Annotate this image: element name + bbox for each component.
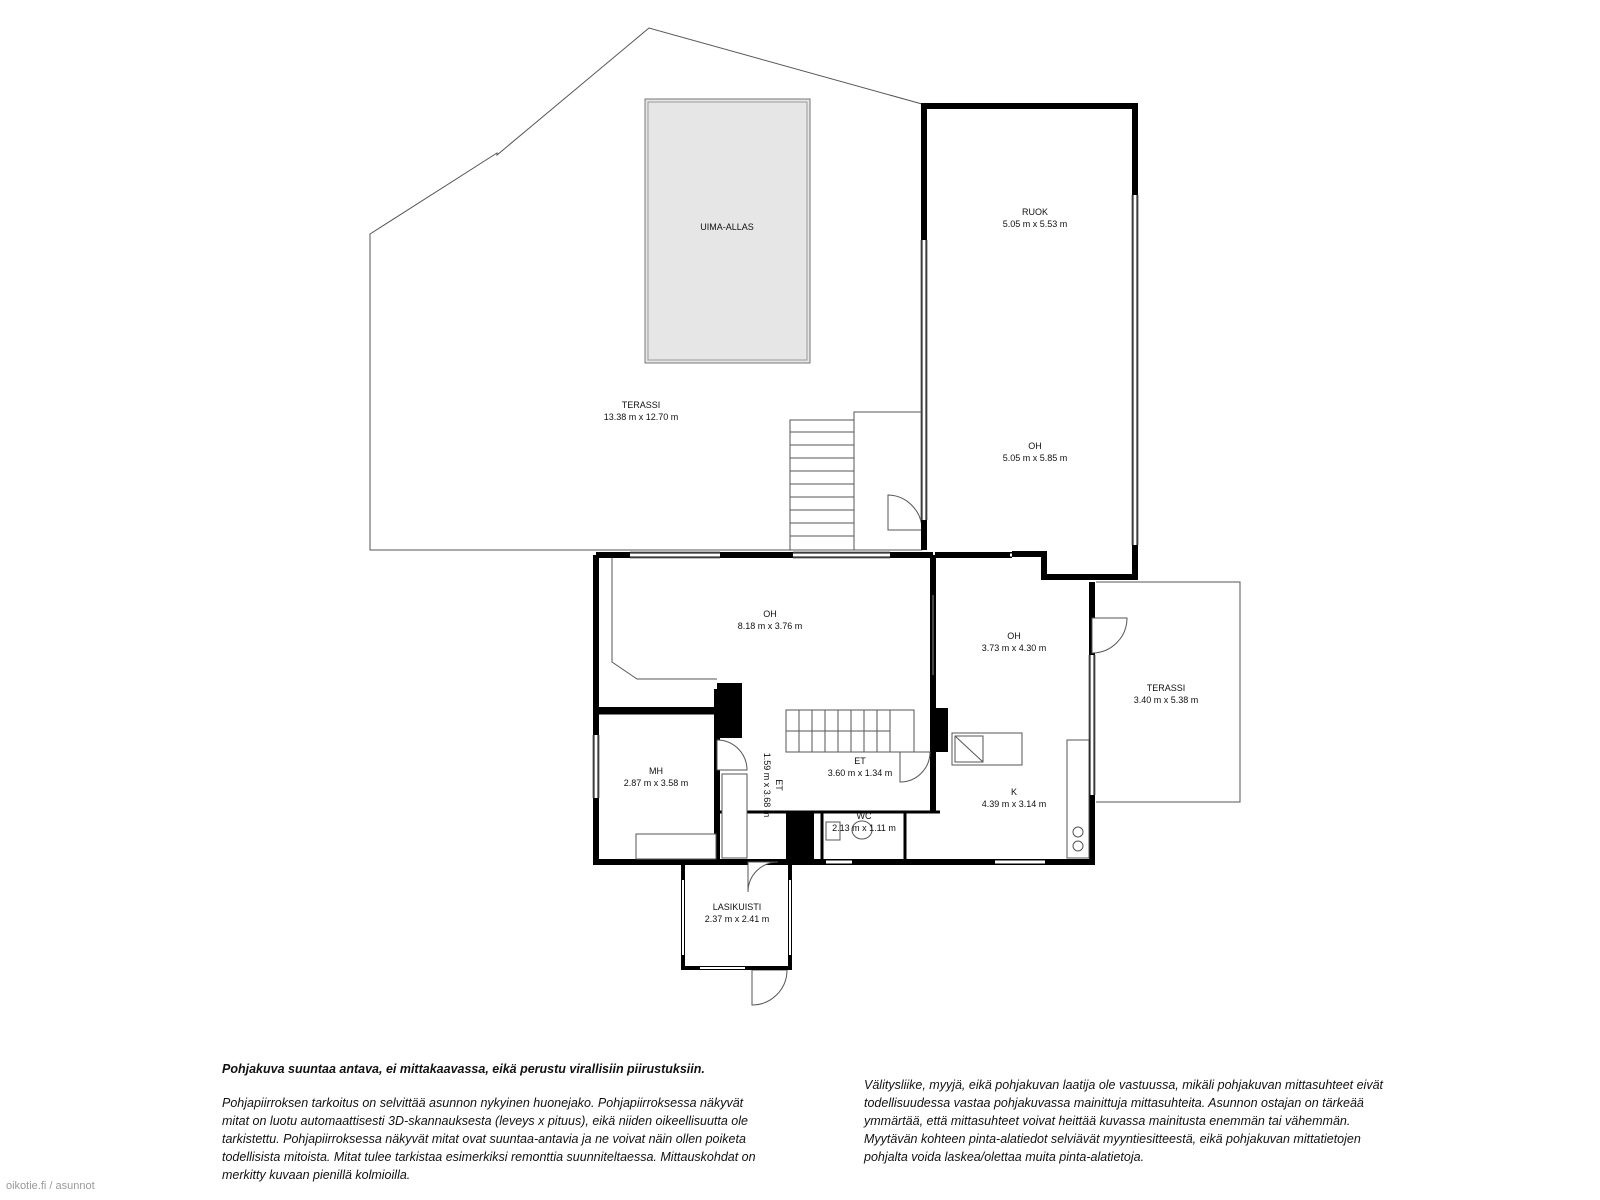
disclaimer-left: Pohjapiirroksen tarkoitus on selvittää asunnon nykyinen huonejako. Pohjapiirroksessa näkyvät mitat on luotu automaattisesti 3D-skannauksesta (leveys x pituus), eikä niiden oikeellisuutta ole tarkistettu. Pohjapiirroksessa näkyvät mitat ovat suuntaa-antavia ja ne voivat näin ollen poiketa todellisista mitoista. Mitat tulee tarkistaa esimerkiksi remonttia suunniteltaessa. Mittauskohdat on merkitty kuvaan pienillä kolmioilla. [222,1096,756,1182]
room-size: 3.60 m x 1.34 m [827,768,893,778]
room-size: 5.05 m x 5.85 m [1002,453,1068,463]
room-name: OH [1028,441,1042,451]
room-name: OH [1007,631,1021,641]
room-size: 3.40 m x 5.38 m [1133,695,1199,705]
room-label-oh3 [982,631,1047,653]
upper-block-window-frames [921,195,1138,545]
room-name: ET [774,779,784,791]
room-name: MH [649,766,663,776]
room-label-et2 [762,753,784,818]
room-label-oh1 [1003,441,1068,463]
room-name: ET [854,756,866,766]
indoor-stairs [786,710,914,752]
room-label-terassi1 [604,400,679,422]
terrace-door [888,495,922,530]
kitchen-counters [952,733,1089,858]
room-label-oh2 [738,609,803,631]
room-size: 2.13 m x 1.11 m [832,823,896,833]
main-walls [596,555,1092,862]
room-label-k [982,787,1047,809]
room-label-terassi2 [1134,683,1199,705]
room-name: K [1010,787,1018,797]
room-name: WC [856,811,872,821]
room-size: 13.38 m x 12.70 m [603,412,679,422]
room-name: LASIKUISTI [712,902,762,912]
room-name: TERASSI [621,400,661,410]
room-name: OH [763,609,777,619]
room-size: 4.39 m x 3.14 m [981,799,1047,809]
room-label-uima [700,222,754,232]
room-label-ruok [1003,207,1068,229]
watermark: oikotie.fi / asunnot [6,1180,95,1192]
room-size: 2.37 m x 2.41 m [704,914,770,924]
room-label-mh [624,766,689,788]
room-name: UIMA-ALLAS [700,222,754,232]
room-size: 5.05 m x 5.53 m [1002,219,1068,229]
room-name: RUOK [1021,207,1049,217]
room-size: 8.18 m x 3.76 m [737,621,803,631]
room-size: 3.73 m x 4.30 m [981,643,1047,653]
upper-block-walls [924,106,1135,577]
room-label-lasikuisti [705,902,770,924]
disclaimer-right: Välitysliike, myyjä, eikä pohjakuvan laatija ole vastuussa, mikäli pohjakuvan mittasuhteet eivät todellisuudessa vastaa pohjakuvassa mainittuja mittasuhteita. Asunnon ostajan on tärkeää ymmärtää, että mittasuhteet voivat heittää kuvassa mainitusta enemmän tai vähemmän. Myytävän kohteen pinta-alatiedot selviävät myyntiesitteestä, eikä pohjakuvan mittatietojen pohjalta voida laskea/olettaa muita pinta-alatietoja. [864,1078,1384,1164]
room-size: 2.87 m x 3.58 m [623,778,689,788]
room-size: 1.59 m x 3.68 m [762,752,772,818]
upper-block-windows [924,195,1135,545]
room-label-et1 [828,756,893,778]
glass-porch-windows [683,880,790,968]
room-name: TERASSI [1146,683,1186,693]
disclaimer-heading: Pohjakuva suuntaa antava, ei mittakaavassa, eikä perustu virallisiin piirustuksiin. [222,1062,705,1076]
